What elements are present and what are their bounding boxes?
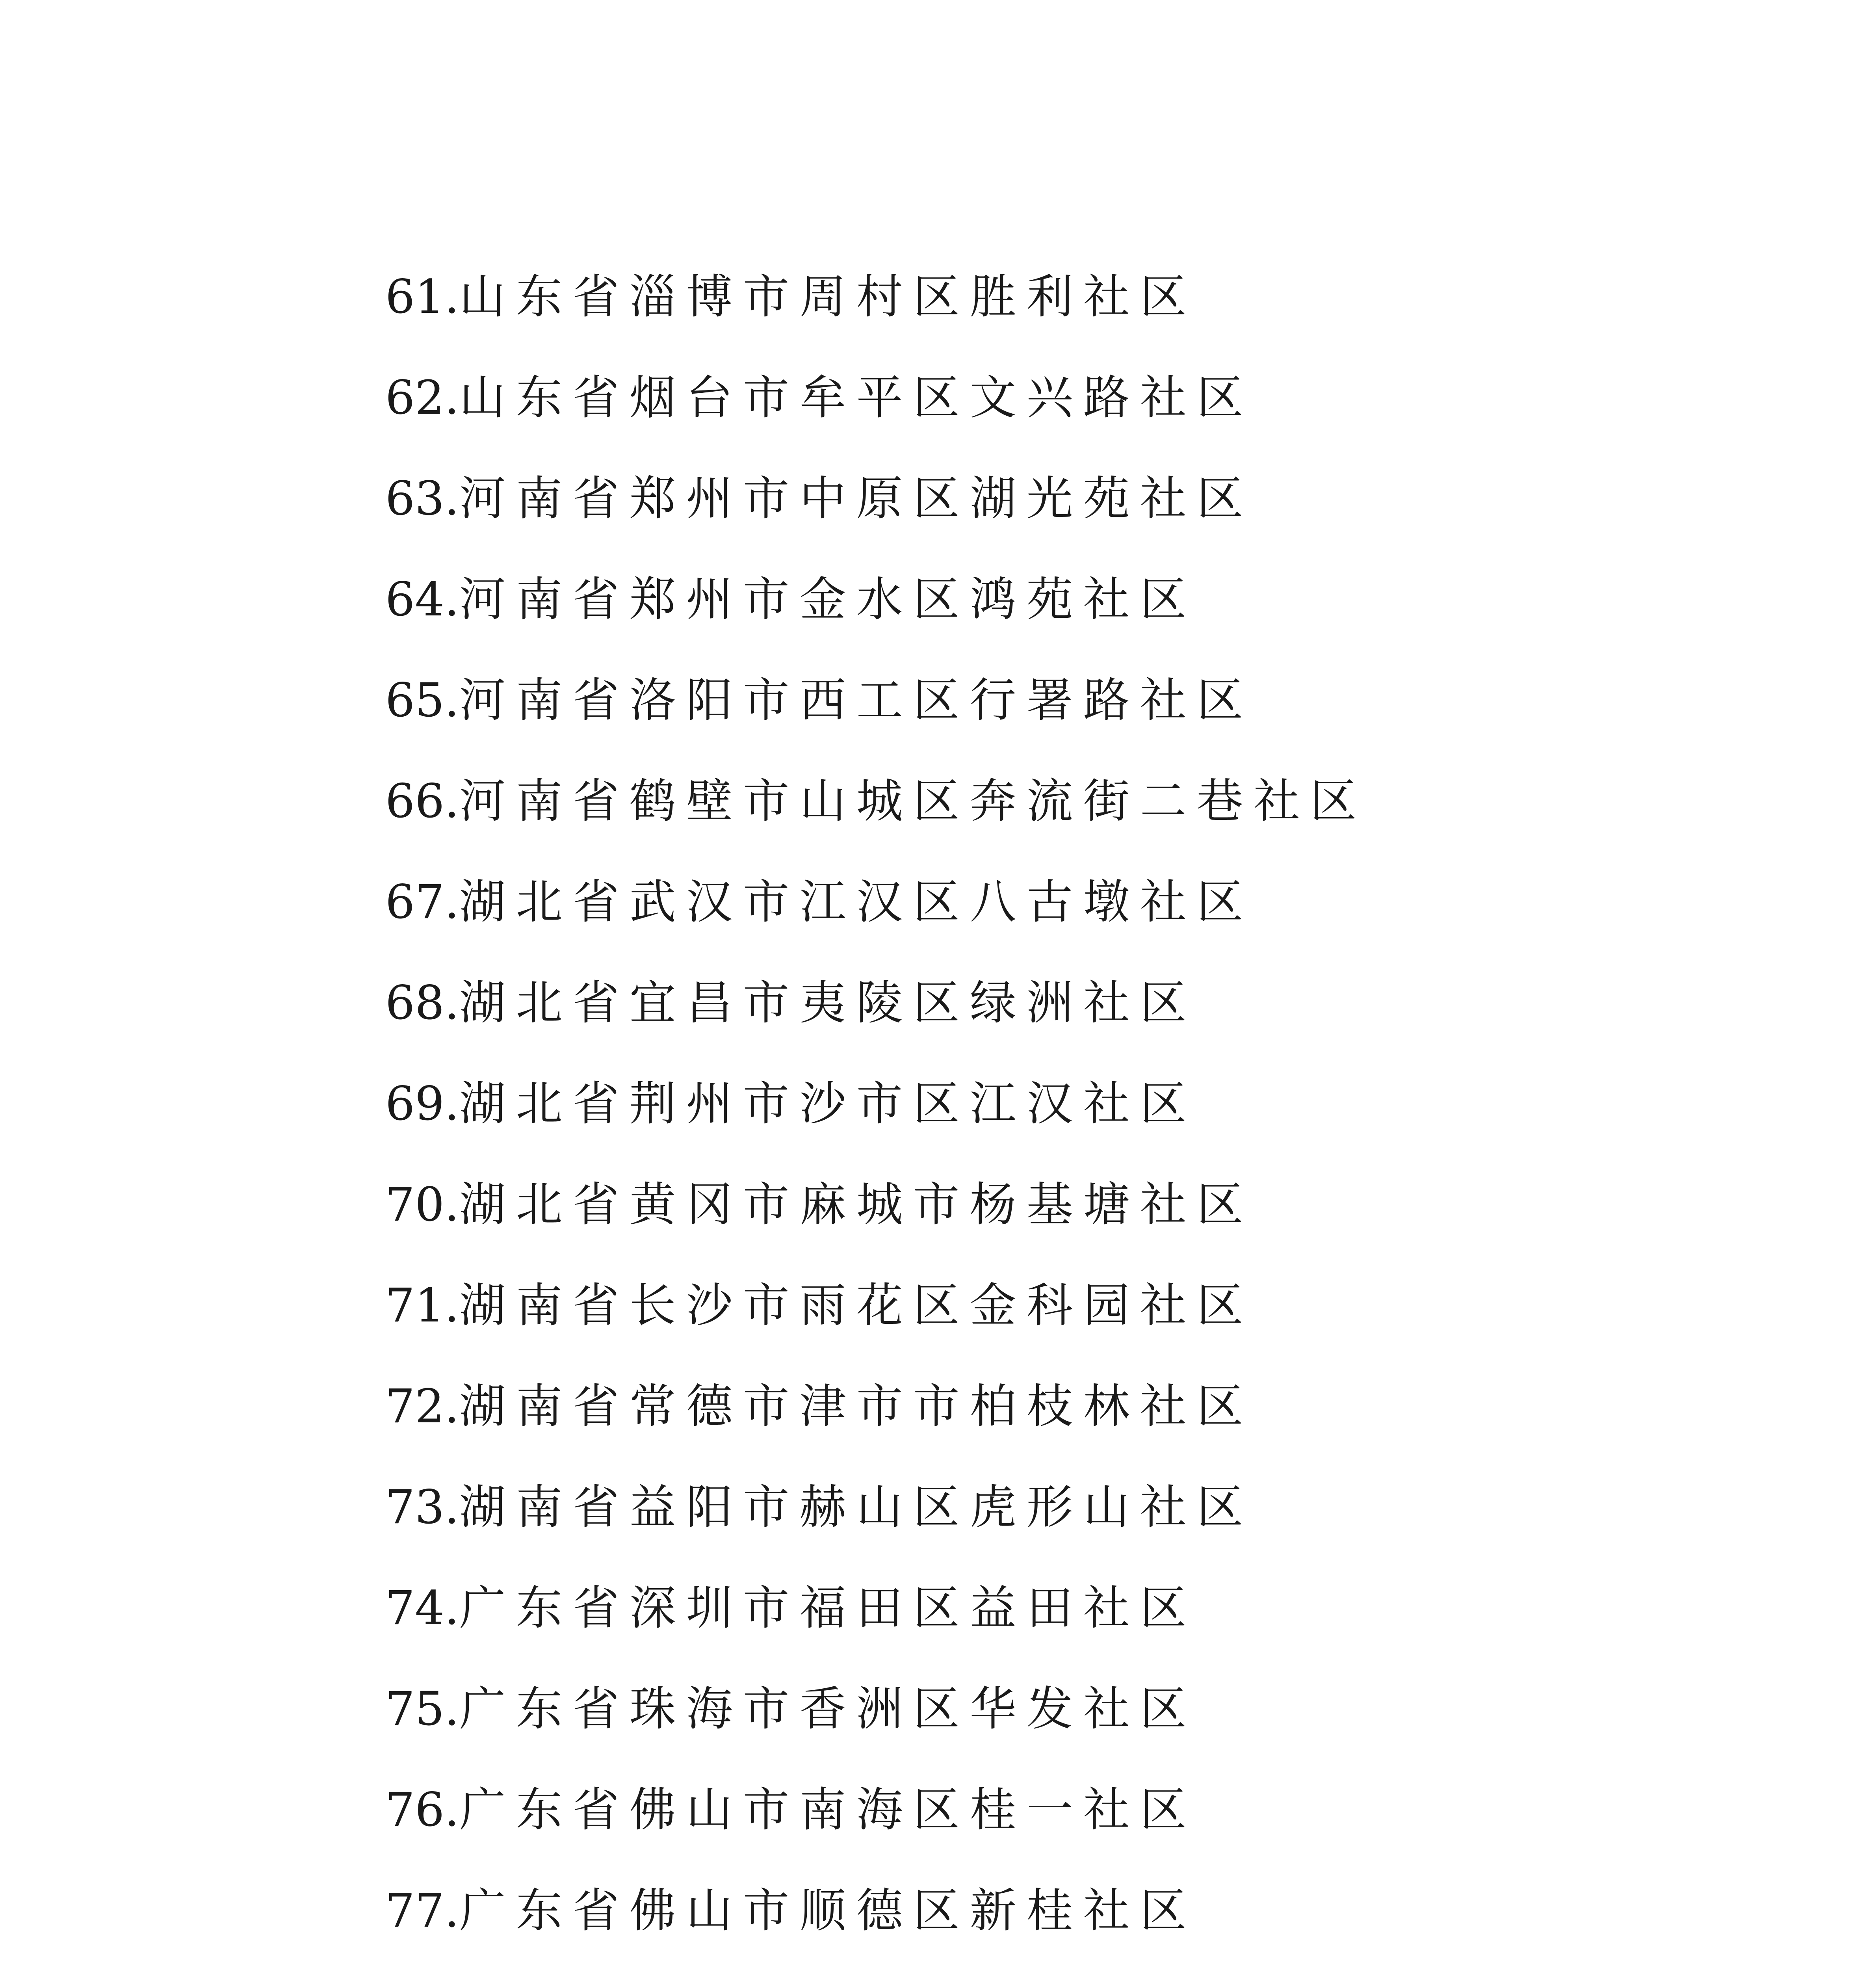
item-text: 广东省佛山市顺德区新桂社区 [459, 1883, 1197, 1938]
item-text: 河南省洛阳市西工区行署路社区 [459, 673, 1254, 727]
item-text: 湖南省益阳市赫山区虎形山社区 [459, 1480, 1254, 1534]
item-number: 69. [385, 1076, 459, 1131]
list-item [385, 952, 1537, 1053]
item-number: 63. [385, 471, 459, 526]
list-item [385, 1557, 1537, 1658]
item-number: 67. [385, 875, 459, 929]
item-number: 73. [385, 1480, 459, 1534]
list-item [385, 347, 1537, 448]
item-text: 河南省郑州市金水区鸿苑社区 [459, 572, 1197, 626]
list-item [385, 1759, 1537, 1860]
item-text: 广东省佛山市南海区桂一社区 [459, 1782, 1197, 1837]
item-number: 72. [385, 1379, 459, 1433]
item-text: 湖北省宜昌市夷陵区绿洲社区 [459, 976, 1197, 1030]
item-number: 75. [385, 1682, 459, 1736]
list-item [385, 1053, 1537, 1154]
item-text: 广东省深圳市福田区益田社区 [459, 1581, 1197, 1635]
list-item [385, 549, 1537, 650]
list-item [385, 650, 1537, 751]
item-text: 湖北省武汉市江汉区八古墩社区 [459, 875, 1254, 929]
community-list [385, 246, 1537, 1970]
item-text: 河南省郑州市中原区湖光苑社区 [459, 471, 1254, 526]
item-number [385, 1961, 459, 1970]
item-text: 广东省珠海市香洲区华发社区 [459, 1682, 1197, 1736]
item-number: 70. [385, 1177, 459, 1232]
item-text [459, 1961, 1027, 1970]
list-item [385, 1457, 1537, 1557]
item-number: 77. [385, 1883, 459, 1938]
item-number: 66. [385, 774, 459, 828]
item-number: 64. [385, 572, 459, 626]
list-item [385, 1860, 1537, 1961]
list-item [385, 1658, 1537, 1759]
list-item [385, 448, 1537, 549]
item-text: 湖南省长沙市雨花区金科园社区 [459, 1278, 1254, 1333]
item-text: 山东省淄博市周村区胜利社区 [459, 269, 1197, 324]
item-number: 76. [385, 1782, 459, 1837]
list-item [385, 1961, 1537, 1970]
item-text: 湖北省荆州市沙市区江汉社区 [459, 1076, 1197, 1131]
item-text: 湖南省常德市津市市柏枝林社区 [459, 1379, 1254, 1433]
item-number: 68. [385, 976, 459, 1030]
item-text: 河南省鹤壁市山城区奔流街二巷社区 [459, 774, 1367, 828]
list-item [385, 246, 1537, 347]
item-text: 山东省烟台市牟平区文兴路社区 [459, 370, 1254, 425]
item-number: 62. [385, 370, 459, 425]
item-number: 61. [385, 269, 459, 324]
list-item [385, 851, 1537, 952]
item-number: 65. [385, 673, 459, 727]
list-item [385, 1154, 1537, 1255]
item-text: 湖北省黄冈市麻城市杨基塘社区 [459, 1177, 1254, 1232]
list-item [385, 751, 1537, 851]
item-number: 71. [385, 1278, 459, 1333]
list-item [385, 1356, 1537, 1457]
item-number: 74. [385, 1581, 459, 1635]
list-item [385, 1255, 1537, 1356]
